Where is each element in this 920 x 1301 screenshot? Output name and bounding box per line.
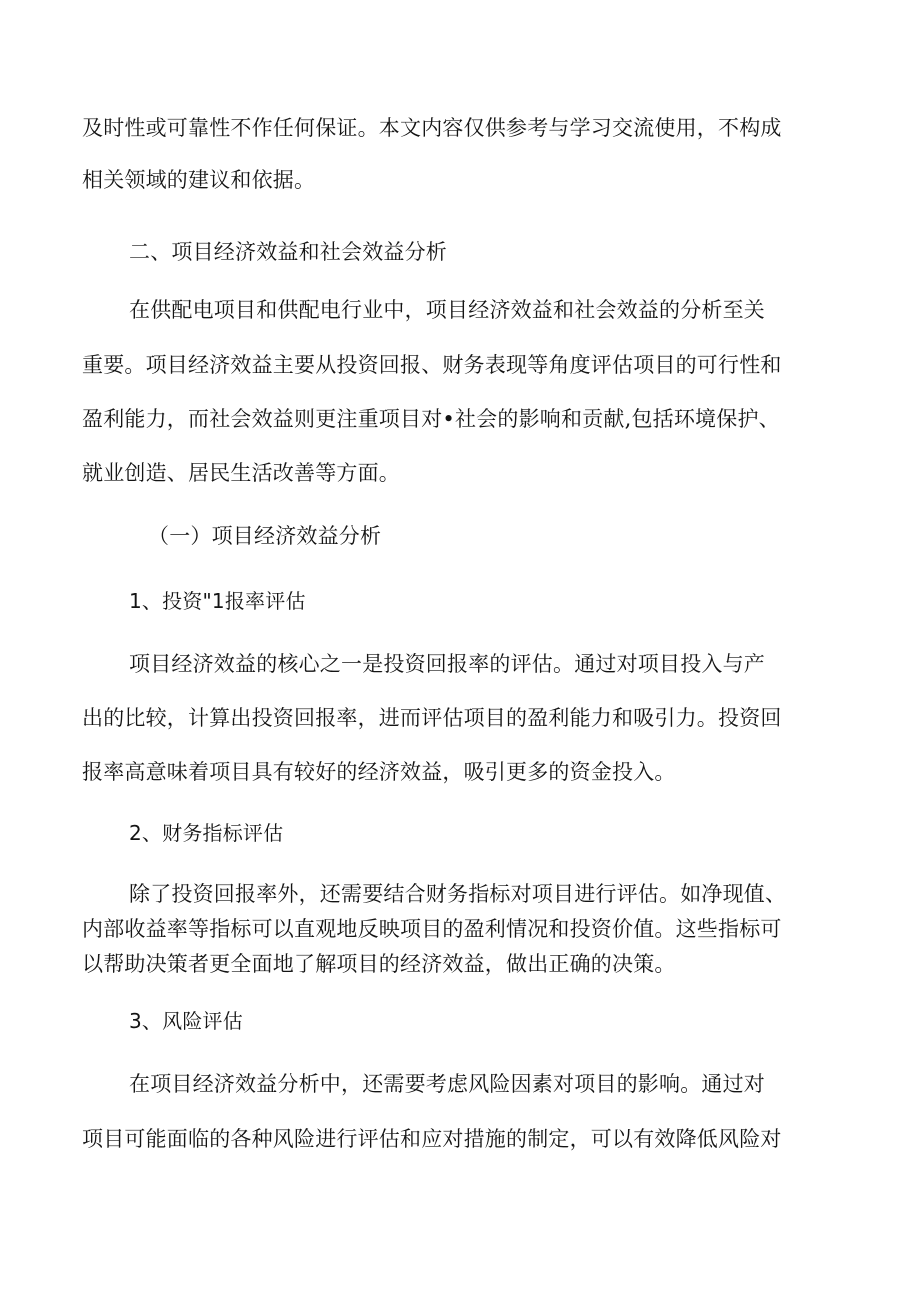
paragraph-line: 及时性或可靠性不作任何保证。本文内容仅供参考与学习交流使用，不构成 bbox=[82, 116, 782, 140]
paragraph-line: 内部收益率等指标可以直观地反映项目的盈利情况和投资价值。这些指标可 bbox=[82, 917, 782, 941]
subsection-heading: （一）项目经济效益分析 bbox=[148, 524, 382, 548]
paragraph-line: 除了投资回报率外，还需要结合财务指标对项目进行评估。如净现值、 bbox=[129, 882, 787, 906]
paragraph-line: 就业创造、居民生活改善等方面。 bbox=[82, 461, 400, 485]
paragraph-line: 相关领域的建议和依据。 bbox=[82, 168, 316, 192]
paragraph-line: 出的比较，计算出投资回报率，进而评估项目的盈利能力和吸引力。投资回 bbox=[82, 706, 782, 730]
paragraph-line: 项目可能面临的各种风险进行评估和应对措施的制定，可以有效降低风险对 bbox=[82, 1127, 782, 1151]
paragraph-line: 以帮助决策者更全面地了解项目的经济效益，做出正确的决策。 bbox=[82, 952, 676, 976]
item-heading: 1、投资"1报率评估 bbox=[129, 589, 306, 613]
section-heading: 二、项目经济效益和社会效益分析 bbox=[129, 240, 447, 264]
item-heading: 3、风险评估 bbox=[129, 1009, 243, 1033]
paragraph-line: 报率高意味着项目具有较好的经济效益，吸引更多的资金投入。 bbox=[82, 760, 676, 784]
paragraph-line: 项目经济效益的核心之一是投资回报率的评估。通过对项目投入与产 bbox=[129, 652, 765, 676]
paragraph-line: 重要。项目经济效益主要从投资回报、财务表现等角度评估项目的可行性和 bbox=[82, 353, 782, 377]
paragraph-line: 在供配电项目和供配电行业中，项目经济效益和社会效益的分析至关 bbox=[129, 298, 765, 322]
paragraph-line: 在项目经济效益分析中，还需要考虑风险因素对项目的影响。通过对 bbox=[129, 1072, 765, 1096]
item-heading: 2、财务指标评估 bbox=[129, 821, 284, 845]
paragraph-line: 盈利能力，而社会效益则更注重项目对•社会的影响和贡献,包括环境保护、 bbox=[82, 407, 780, 431]
